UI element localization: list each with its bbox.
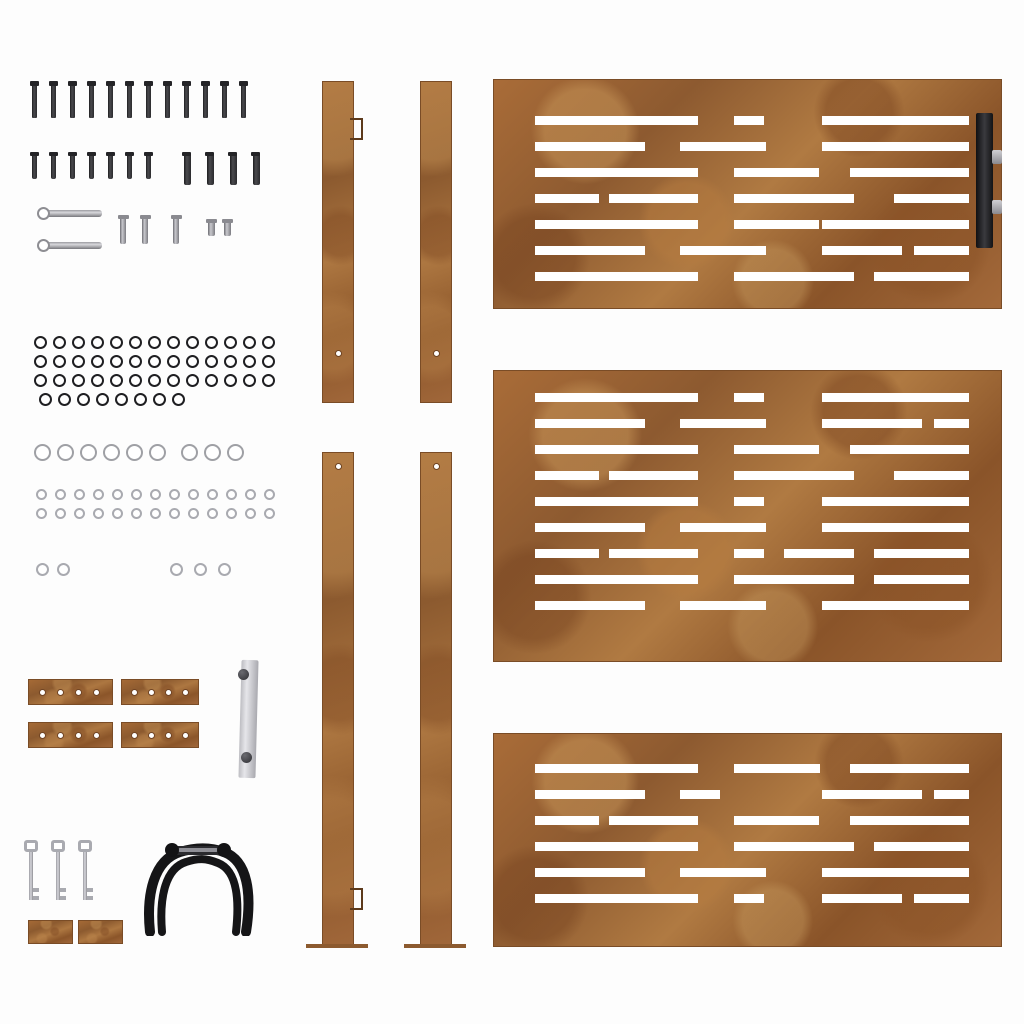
panel-slot [535, 220, 698, 229]
panel-slot [680, 246, 766, 255]
screw-medium [230, 155, 237, 185]
washer-black [148, 355, 161, 368]
gate-panel-bottom [493, 733, 1002, 947]
washer-grey-small [245, 489, 256, 500]
panel-slot [535, 842, 698, 851]
washer-black [96, 393, 109, 406]
washer-grey-small [150, 508, 161, 519]
washer-black [186, 374, 199, 387]
plate-hole [182, 689, 189, 696]
panel-slot [609, 194, 698, 203]
panel-slot [535, 523, 645, 532]
screw-long [32, 84, 37, 118]
panel-slot [850, 168, 969, 177]
panel-slot [874, 272, 969, 281]
panel-slot [914, 246, 969, 255]
washer-black [91, 336, 104, 349]
screw-long [70, 84, 75, 118]
post-hole [335, 350, 342, 357]
washer-black [91, 355, 104, 368]
post-bracket [350, 888, 363, 910]
panel-slot [734, 272, 854, 281]
plate-hole [148, 732, 155, 739]
panel-slot [734, 497, 764, 506]
post-hole [335, 463, 342, 470]
panel-slot [822, 246, 902, 255]
panel-slot [734, 894, 764, 903]
panel-slot [934, 790, 969, 799]
panel-slot [535, 272, 698, 281]
plate-hole [165, 689, 172, 696]
panel-slot [850, 764, 969, 773]
screw-medium [32, 155, 37, 179]
washer-grey-small [55, 489, 66, 500]
washer-black [34, 374, 47, 387]
washer-black [205, 336, 218, 349]
washer-grey-large [126, 444, 143, 461]
key-bit [33, 888, 39, 892]
latch-strip-assembly [232, 660, 266, 780]
washer-black [224, 336, 237, 349]
eye-bolt [46, 210, 102, 217]
panel-slot [680, 419, 766, 428]
panel-slot [914, 894, 969, 903]
plate-hole [75, 732, 82, 739]
screw-medium [127, 155, 132, 179]
washer-black [243, 355, 256, 368]
panel-slot [535, 419, 645, 428]
screw-grey [142, 218, 148, 244]
key-shaft [29, 852, 33, 900]
gate-handle-pair [132, 836, 262, 936]
panel-slot [609, 549, 698, 558]
panel-slot [535, 393, 698, 402]
screw-long [89, 84, 94, 118]
washer-grey-small [264, 489, 275, 500]
washer-grey-small [55, 508, 66, 519]
nut-grey [218, 563, 231, 576]
panel-slot [850, 445, 969, 454]
gate-post [322, 452, 354, 946]
panel-slot [894, 194, 969, 203]
key-head [51, 840, 65, 852]
washer-black [110, 336, 123, 349]
screw-medium [184, 155, 191, 185]
plate-hole [148, 689, 155, 696]
panel-slot [535, 601, 645, 610]
screw-grey [120, 218, 126, 244]
panel-slot [934, 419, 969, 428]
panel-slot [822, 894, 902, 903]
panel-slot [822, 220, 969, 229]
panel-slot [850, 816, 969, 825]
panel-slot [535, 142, 645, 151]
panel-slot [535, 549, 599, 558]
nut-grey [57, 563, 70, 576]
post-hole [433, 350, 440, 357]
screw-medium [70, 155, 75, 179]
washer-black [110, 355, 123, 368]
washer-grey-small [207, 508, 218, 519]
washer-black [77, 393, 90, 406]
screw-long [203, 84, 208, 118]
screw-medium [207, 155, 214, 185]
washer-grey-small [150, 489, 161, 500]
washer-grey-small [188, 489, 199, 500]
washer-black [53, 374, 66, 387]
screw-long [108, 84, 113, 118]
panel-slot [734, 764, 820, 773]
panel-slot [734, 116, 764, 125]
screw-long [241, 84, 246, 118]
washer-black [72, 336, 85, 349]
washer-black [129, 336, 142, 349]
washer-grey-large [204, 444, 221, 461]
post-hole [433, 463, 440, 470]
post-base [404, 944, 466, 948]
key-bit [87, 888, 93, 892]
washer-black [115, 393, 128, 406]
washer-black [262, 336, 275, 349]
panel-slot [535, 445, 698, 454]
screw-long [222, 84, 227, 118]
panel-slot [734, 220, 819, 229]
panel-slot [535, 575, 698, 584]
washer-black [186, 336, 199, 349]
mounting-plate [121, 679, 199, 705]
key-shaft [83, 852, 87, 900]
screw-long [165, 84, 170, 118]
screw-medium [108, 155, 113, 179]
washer-black [167, 374, 180, 387]
panel-slot [734, 393, 764, 402]
panel-slot [874, 575, 969, 584]
washer-grey-small [74, 508, 85, 519]
washer-grey-large [34, 444, 51, 461]
washer-black [39, 393, 52, 406]
key-shaft [56, 852, 60, 900]
washer-black [72, 374, 85, 387]
washer-grey-large [181, 444, 198, 461]
washer-grey-large [103, 444, 120, 461]
panel-slot [535, 246, 645, 255]
panel-slot [822, 116, 969, 125]
key-bit [87, 896, 93, 900]
screw-medium [253, 155, 260, 185]
panel-slot [535, 471, 599, 480]
panel-slot [734, 445, 819, 454]
screw-medium [51, 155, 56, 179]
washer-black [262, 355, 275, 368]
plate-hole [39, 732, 46, 739]
washer-grey-small [207, 489, 218, 500]
plate-hole [93, 689, 100, 696]
washer-black [34, 336, 47, 349]
washer-grey-small [36, 508, 47, 519]
panel-slot [822, 601, 969, 610]
washer-grey-small [93, 489, 104, 500]
plate-hole [57, 689, 64, 696]
panel-slot [734, 168, 819, 177]
plate-hole [93, 732, 100, 739]
hinge-pin [992, 200, 1002, 214]
panel-slot [535, 894, 698, 903]
gate-post [420, 81, 452, 403]
panel-slot [734, 471, 854, 480]
post-base [306, 944, 368, 948]
washer-black [243, 336, 256, 349]
gate-post [420, 452, 452, 946]
panel-slot [894, 471, 969, 480]
latch-knob [238, 669, 249, 680]
washer-black [172, 393, 185, 406]
washer-black [53, 355, 66, 368]
screw-long [146, 84, 151, 118]
washer-grey-large [57, 444, 74, 461]
panel-slot [680, 601, 766, 610]
washer-black [91, 374, 104, 387]
screw-long [127, 84, 132, 118]
black-washers-group [34, 336, 279, 426]
panel-slot [822, 497, 969, 506]
nut-grey [194, 563, 207, 576]
washer-black [72, 355, 85, 368]
mounting-plate [121, 722, 199, 748]
plate-hole [182, 732, 189, 739]
washer-black [224, 355, 237, 368]
washer-black [262, 374, 275, 387]
washer-black [167, 336, 180, 349]
screw-long [51, 84, 56, 118]
screw-medium [146, 155, 151, 179]
hinge-pin [992, 150, 1002, 164]
post-bracket [350, 118, 363, 140]
keys-group [24, 840, 104, 905]
washer-black [205, 374, 218, 387]
mounting-plate [28, 722, 113, 748]
panel-slot [734, 549, 764, 558]
washer-black [205, 355, 218, 368]
panel-slot [609, 816, 698, 825]
washer-black [110, 374, 123, 387]
panel-slot [734, 816, 819, 825]
washer-grey-large [149, 444, 166, 461]
key-head [24, 840, 38, 852]
washer-grey-small [188, 508, 199, 519]
gate-panel-middle [493, 370, 1002, 662]
washer-grey-small [245, 508, 256, 519]
panel-slot [784, 549, 854, 558]
panel-slot [822, 523, 969, 532]
panel-slot [609, 471, 698, 480]
gate-hinge [976, 113, 993, 248]
panel-slot [535, 816, 599, 825]
panel-slot [535, 790, 645, 799]
panel-slot [680, 868, 766, 877]
washer-grey-small [169, 508, 180, 519]
panel-slot [535, 764, 698, 773]
plate-hole [75, 689, 82, 696]
washer-grey-small [36, 489, 47, 500]
washer-grey-small [131, 489, 142, 500]
panel-slot [874, 549, 969, 558]
washer-black [53, 336, 66, 349]
plate-hole [131, 732, 138, 739]
washer-black [243, 374, 256, 387]
washer-black [148, 336, 161, 349]
eye-bolt [46, 242, 102, 249]
panel-slot [680, 523, 766, 532]
key-bit [33, 896, 39, 900]
washer-black [153, 393, 166, 406]
panel-slot [734, 194, 854, 203]
gate-panel-top [493, 79, 1002, 309]
screw-grey [173, 218, 179, 244]
washer-black [134, 393, 147, 406]
gate-handle-icon [132, 836, 262, 936]
plate-hole [165, 732, 172, 739]
screw-grey-stub [208, 222, 215, 236]
key-bit [60, 888, 66, 892]
washer-grey-small [93, 508, 104, 519]
washer-black [224, 374, 237, 387]
touchup-chip [78, 920, 123, 944]
screw-grey-stub [224, 222, 231, 236]
washer-black [167, 355, 180, 368]
key-bit [60, 896, 66, 900]
panel-slot [535, 168, 698, 177]
panel-slot [734, 842, 854, 851]
washer-grey-small [74, 489, 85, 500]
washer-black [186, 355, 199, 368]
panel-slot [535, 868, 645, 877]
plate-hole [131, 689, 138, 696]
washer-grey-small [169, 489, 180, 500]
latch-knob [241, 752, 252, 763]
panel-slot [680, 790, 720, 799]
key-head [78, 840, 92, 852]
washer-grey-small [264, 508, 275, 519]
panel-slot [734, 575, 854, 584]
plate-hole [57, 732, 64, 739]
panel-slot [874, 842, 969, 851]
panel-slot [680, 142, 766, 151]
panel-slot [822, 790, 922, 799]
panel-slot [535, 194, 599, 203]
washer-grey-small [112, 489, 123, 500]
screw-long [184, 84, 189, 118]
nut-grey [170, 563, 183, 576]
mounting-plate [28, 679, 113, 705]
nut-grey [36, 563, 49, 576]
washer-grey-small [112, 508, 123, 519]
washer-black [129, 355, 142, 368]
washer-grey-large [80, 444, 97, 461]
touchup-chip [28, 920, 73, 944]
washer-grey-small [131, 508, 142, 519]
washer-black [129, 374, 142, 387]
panel-slot [822, 393, 969, 402]
panel-slot [535, 497, 698, 506]
plate-hole [39, 689, 46, 696]
screw-medium [89, 155, 94, 179]
washer-black [34, 355, 47, 368]
panel-slot [822, 868, 969, 877]
washer-grey-large [227, 444, 244, 461]
washer-black [58, 393, 71, 406]
washer-grey-small [226, 489, 237, 500]
washer-grey-small [226, 508, 237, 519]
washer-black [148, 374, 161, 387]
panel-slot [822, 142, 969, 151]
panel-slot [535, 116, 698, 125]
panel-slot [822, 419, 922, 428]
